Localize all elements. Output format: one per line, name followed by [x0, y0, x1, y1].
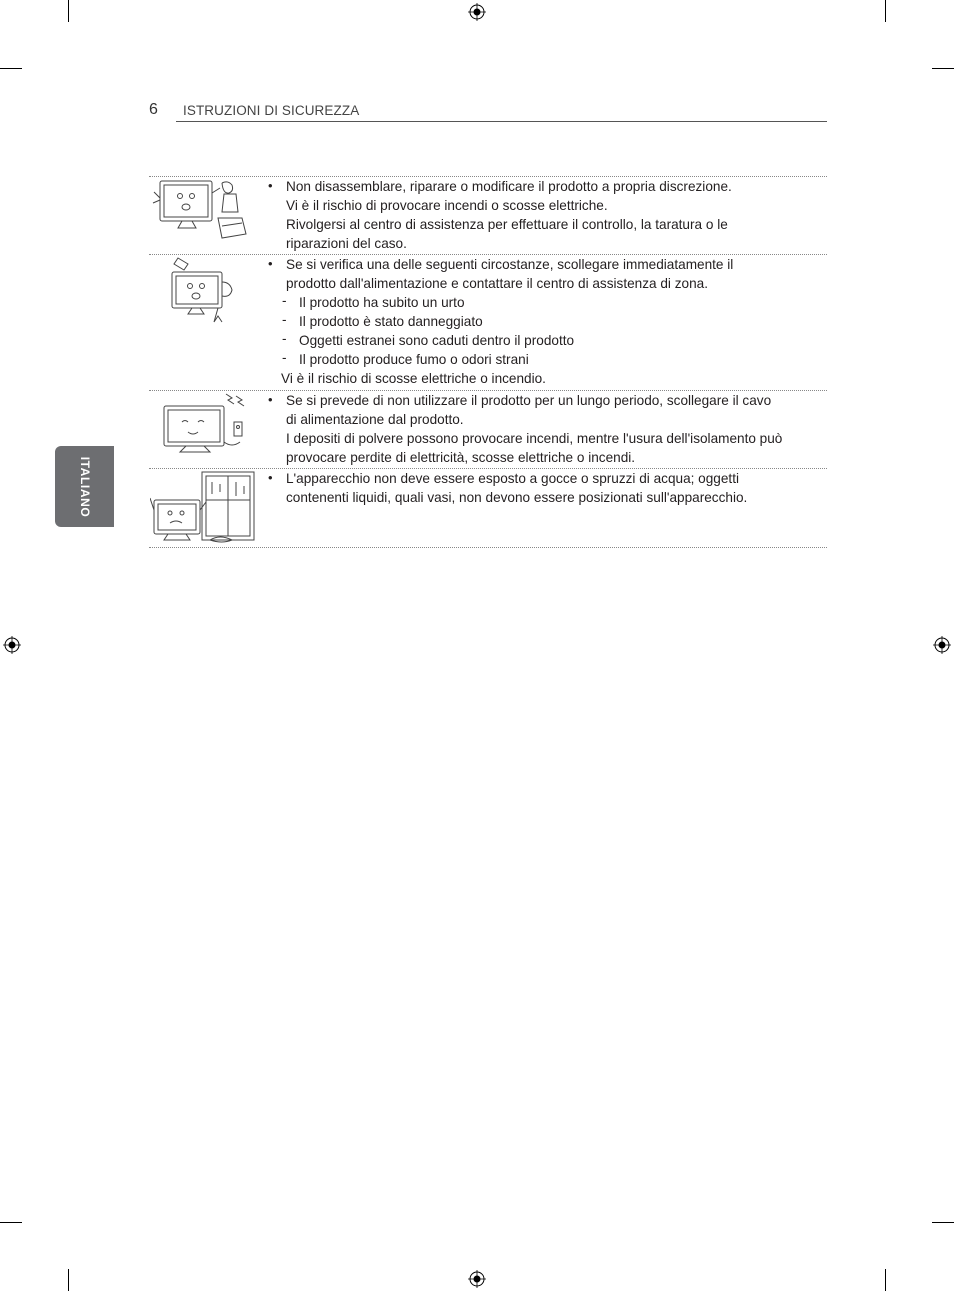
item-2-footer: Vi è il rischio di scosse elettriche o incendio.	[281, 371, 546, 386]
registration-mark-icon	[933, 636, 951, 654]
dash-icon: -	[282, 293, 287, 308]
item-4-line-1: L'apparecchio non deve essere esposto a gocce o spruzzi di acqua; oggetti	[286, 471, 739, 486]
item-3-line-2: di alimentazione dal prodotto.	[286, 412, 464, 427]
bullet-icon: •	[268, 178, 273, 193]
registration-mark-icon	[468, 3, 486, 21]
item-3-line-3: I depositi di polvere possono provocare incendi, mentre l'usura dell'isolamento può	[286, 431, 783, 446]
item-3-line-4: provocare perdite di elettricità, scosse elettriche o incendi.	[286, 450, 636, 465]
crop-mark	[932, 68, 954, 69]
language-tab	[55, 446, 114, 527]
crop-mark	[885, 1269, 886, 1291]
page-number: 6	[149, 101, 158, 118]
section-title: ISTRUZIONI DI SICUREZZA	[183, 103, 360, 118]
item-1-line-4: riparazioni del caso.	[286, 236, 407, 251]
tv-water-illustration	[150, 470, 260, 546]
item-3-line-1: Se si prevede di non utilizzare il prodotto per un lungo periodo, scollegare il cavo	[286, 393, 772, 408]
dash-icon: -	[282, 312, 287, 327]
item-2-sub-1: Il prodotto ha subito un urto	[299, 295, 465, 310]
crop-mark	[68, 1269, 69, 1291]
item-1-line-2: Vi è il rischio di provocare incendi o scosse elettriche.	[286, 198, 608, 213]
dash-icon: -	[282, 331, 287, 346]
item-2-line-1: Se si verifica una delle seguenti circostanze, scollegare immediatamente il	[286, 257, 734, 272]
crop-mark	[932, 1222, 954, 1223]
crop-mark	[0, 1222, 22, 1223]
registration-mark-icon	[3, 636, 21, 654]
item-1-line-1: Non disassemblare, riparare o modificare il prodotto a propria discrezione.	[286, 179, 732, 194]
crop-mark	[885, 0, 886, 22]
bullet-icon: •	[268, 392, 273, 407]
item-4-line-2: contenenti liquidi, quali vasi, non devono essere posizionati sull'apparecchio.	[286, 490, 748, 505]
item-2-sub-2: Il prodotto è stato danneggiato	[299, 314, 483, 329]
header-rule	[176, 121, 827, 122]
item-1-line-3: Rivolgersi al centro di assistenza per effettuare il controllo, la taratura o le	[286, 217, 728, 232]
item-2-line-2: prodotto dall'alimentazione e contattare il centro di assistenza di zona.	[286, 276, 708, 291]
tv-unplugged-illustration	[160, 392, 252, 458]
row-divider	[149, 547, 827, 548]
crop-mark	[68, 0, 69, 22]
dash-icon: -	[282, 350, 287, 365]
language-tab-label: ITALIANO	[77, 456, 92, 517]
bullet-icon: •	[268, 470, 273, 485]
bullet-icon: •	[268, 256, 273, 271]
registration-mark-icon	[468, 1270, 486, 1288]
item-2-sub-4: Il prodotto produce fumo o odori strani	[299, 352, 529, 367]
tv-repair-illustration	[152, 178, 252, 242]
item-2-sub-3: Oggetti estranei sono caduti dentro il prodotto	[299, 333, 575, 348]
crop-mark	[0, 68, 22, 69]
tv-damaged-illustration	[168, 256, 240, 324]
